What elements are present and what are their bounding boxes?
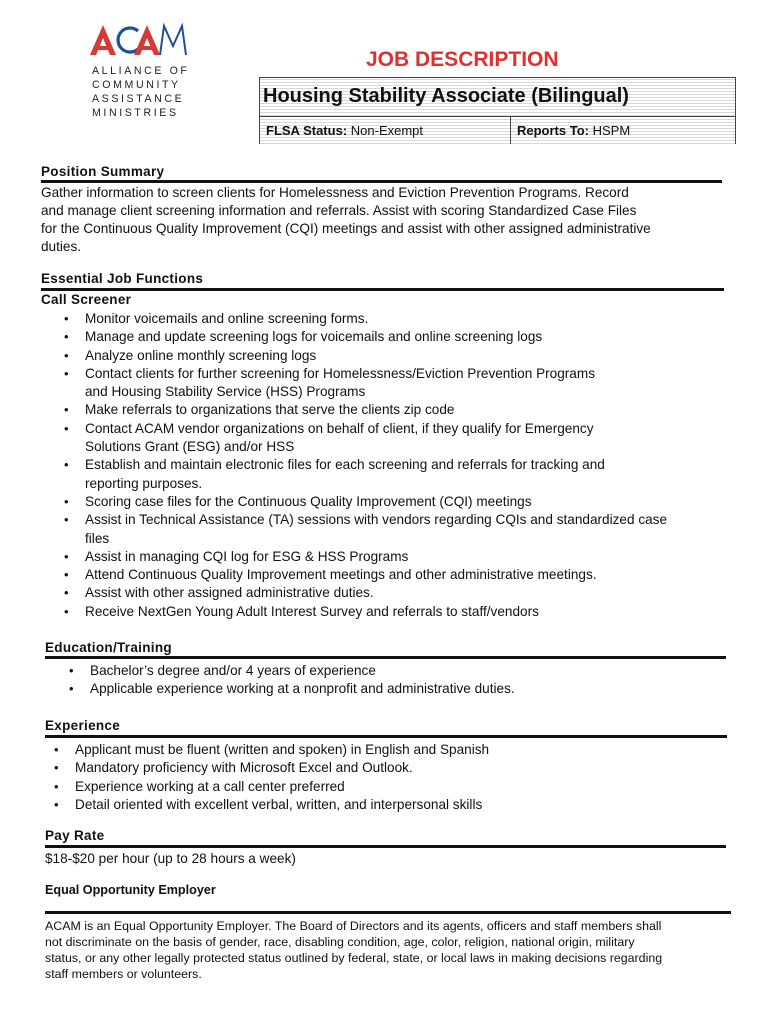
- education-heading: Education/Training: [45, 640, 172, 655]
- eoe-statement: [45, 918, 662, 982]
- reports-to-cell: [511, 117, 735, 144]
- list-item: • Contact clients for further screening for Homelessness/Eviction Prevention Programs and Housing Stability Service (HSS) Programs: [62, 365, 742, 402]
- list-item: • Detail oriented with excellent verbal, written, and interpersonal skills: [52, 796, 732, 814]
- list-item: • Manage and update screening logs for voicemails and online screening logs: [62, 328, 742, 346]
- summary-line: duties.: [41, 239, 82, 254]
- flsa-status-cell: [260, 117, 511, 144]
- flsa-status-value: Non-Exempt: [350, 123, 424, 138]
- eoe-heading: Equal Opportunity Employer: [45, 883, 216, 897]
- list-item: • Applicant must be fluent (written and spoken) in English and Spanish: [52, 741, 732, 759]
- list-item: • Bachelor’s degree and/or 4 years of experience: [67, 662, 727, 680]
- list-item: • Attend Continuous Quality Improvement meetings and other administrative meetings.: [62, 566, 742, 584]
- list-item: • Experience working at a call center preferred: [52, 778, 732, 796]
- list-item: • Mandatory proficiency with Microsoft Excel and Outlook.: [52, 759, 732, 777]
- logo-line: COMMUNITY: [92, 79, 181, 91]
- acam-wordmark-graphic: [88, 22, 188, 58]
- reports-to-label: Reports To:: [517, 123, 589, 138]
- logo-wordmark: [88, 22, 188, 58]
- logo-line: ALLIANCE OF: [92, 65, 190, 77]
- eoe-line: status, or any other legally protected status outlined by federal, state, or local laws in making decisions regarding: [45, 951, 663, 965]
- document-heading: JOB DESCRIPTION: [366, 48, 559, 71]
- job-title: Housing Stability Associate (Bilingual): [260, 78, 735, 117]
- flsa-status-label: FLSA Status:: [266, 123, 348, 138]
- section-divider: [45, 911, 731, 914]
- job-meta-row: [260, 117, 735, 144]
- logo-line: ASSISTANCE: [92, 93, 185, 105]
- summary-line: and manage client screening information and referrals. Assist with scoring Standardized Case Files: [41, 203, 637, 218]
- list-item: • Assist in managing CQI log for ESG & HSS Programs: [62, 548, 742, 566]
- list-item: • Monitor voicemails and online screening forms.: [62, 310, 742, 328]
- section-divider: [45, 845, 726, 848]
- reports-to-value: HSPM: [592, 123, 631, 138]
- list-item: • Analyze online monthly screening logs: [62, 347, 742, 365]
- acam-logo: [88, 22, 188, 120]
- eoe-line: staff members or volunteers.: [45, 967, 202, 981]
- list-item: • Applicable experience working at a nonprofit and administrative duties.: [67, 680, 727, 698]
- section-divider: [41, 288, 724, 291]
- position-summary-text: [41, 184, 651, 256]
- summary-line: for the Continuous Quality Improvement (CQI) meetings and assist with other assigned administrative: [41, 221, 651, 236]
- eoe-line: not discriminate on the basis of gender, race, disabling condition, age, color, religion, national origin, military: [45, 935, 635, 949]
- summary-line: Gather information to screen clients for Homelessness and Eviction Prevention Programs. Record: [41, 185, 629, 200]
- list-item: • Assist in Technical Assistance (TA) sessions with vendors regarding CQIs and standardized case files: [62, 511, 742, 548]
- education-list: [67, 662, 727, 699]
- logo-line: MINISTRIES: [92, 107, 179, 119]
- call-screener-subheading: Call Screener: [41, 292, 132, 307]
- experience-list: [52, 741, 732, 814]
- pay-rate-heading: Pay Rate: [45, 828, 105, 843]
- eoe-line: ACAM is an Equal Opportunity Employer. The Board of Directors and its agents, officers and staff members shall: [45, 919, 662, 933]
- list-item: • Establish and maintain electronic files for each screening and referrals for tracking and reporting purposes.: [62, 456, 742, 493]
- list-item: • Make referrals to organizations that serve the clients zip code: [62, 401, 742, 419]
- pay-rate-value: $18-$20 per hour (up to 28 hours a week): [45, 851, 296, 866]
- position-summary-heading: Position Summary: [41, 164, 165, 179]
- experience-heading: Experience: [45, 718, 121, 733]
- section-divider: [45, 735, 727, 738]
- section-divider: [41, 180, 722, 183]
- list-item: • Scoring case files for the Continuous Quality Improvement (CQI) meetings: [62, 493, 742, 511]
- list-item: • Assist with other assigned administrative duties.: [62, 584, 742, 602]
- section-divider: [45, 656, 726, 659]
- essential-functions-list: [62, 310, 742, 621]
- list-item: • Receive NextGen Young Adult Interest Survey and referrals to staff/vendors: [62, 603, 742, 621]
- job-header-box: [259, 77, 736, 144]
- essential-functions-heading: Essential Job Functions: [41, 271, 204, 286]
- list-item: • Contact ACAM vendor organizations on behalf of client, if they qualify for Emergency Solutions Grant (ESG) and/or HSS: [62, 420, 742, 457]
